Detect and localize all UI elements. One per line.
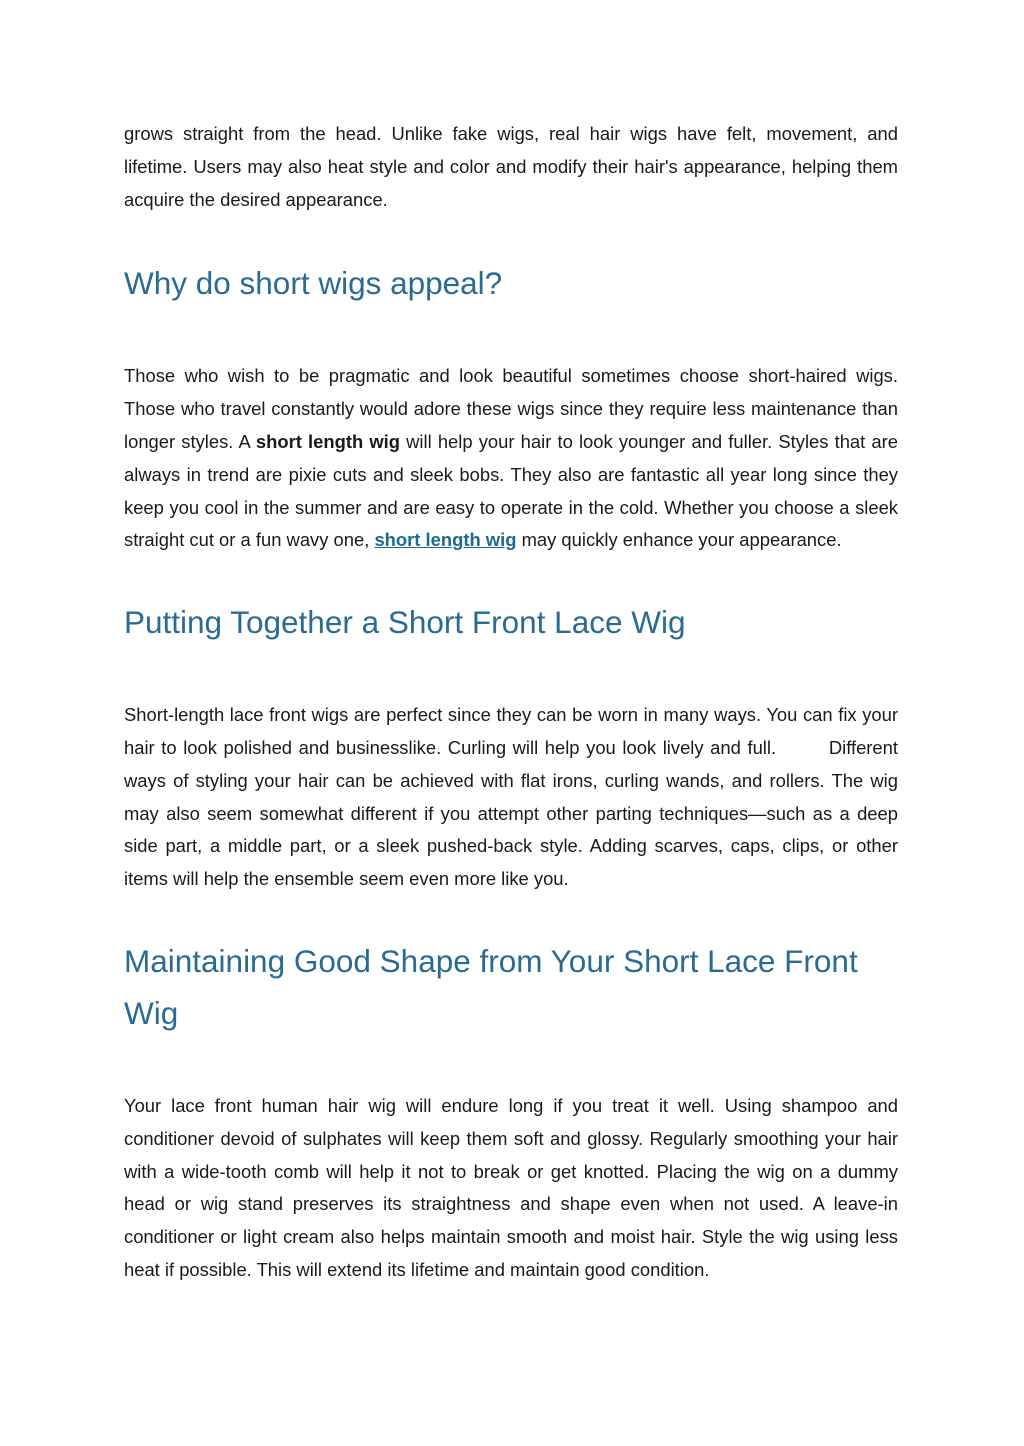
- appeal-text-3: may quickly enhance your appearance.: [516, 529, 842, 551]
- appeal-paragraph: [124, 360, 919, 557]
- heading-why-short-wigs: Why do short wigs appeal?: [124, 265, 503, 302]
- spacer: [124, 557, 898, 596]
- intro-paragraph: grows straight from the head. Unlike fake wigs, real hair wigs have felt, movement, and lifetime. Users may also heat style and color and modify their hair's appearance, helping them acquire the desired appearance.: [124, 123, 898, 210]
- heading-putting-together: Putting Together a Short Front Lace Wig: [124, 604, 686, 641]
- styling-paragraph: Short-length lace front wigs are perfect since they can be worn in many ways. You can fix your hair to look polished and businesslike. Curling will help you look lively and full. Different ways of styling your hair can be achieved with flat irons, curling wands, and rollers. The wig may also seem somewhat different if you attempt other parting techniques—such as a deep side part, a middle part, or a sleek pushed-back style. Adding scarves, caps, clips, or other items will help the ensemble seem even more like you.: [124, 704, 904, 890]
- appeal-text-2: will help your hair to look younger and fuller. Styles that are always in trend are pixie cuts and sleek bobs. They also are fantastic all year long since they keep you cool in the summer and are easy to operate in the cold. Whether you choose a sleek straight cut or a fun wavy one,: [124, 430, 898, 551]
- heading-maintaining-shape: Maintaining Good Shape from Your Short Lace Front Wig: [124, 942, 858, 1031]
- spacer: [124, 648, 898, 699]
- spacer: [124, 896, 898, 935]
- document-page: [124, 118, 919, 1287]
- appeal-text-1: Those who wish to be pragmatic and look beautiful sometimes choose short-haired wigs. Those who travel constantly would adore these wigs since they require less maintenance than longer styles. A: [124, 365, 919, 452]
- short-length-wig-link[interactable]: short length wig: [374, 529, 517, 551]
- maintenance-paragraph: Your lace front human hair wig will endure long if you treat it well. Using shampoo and conditioner devoid of sulphates will keep them soft and glossy. Regularly smoothing your hair with a wide-tooth comb will help it not to break or get knotted. Placing the wig on a dummy head or wig stand preserves its straightness and shape even when not used. A leave-in conditioner or light cream also helps maintain smooth and moist hair. Style the wig using less heat if possible. This will extend its lifetime and maintain good condition.: [124, 1094, 898, 1280]
- spacer: [124, 1039, 898, 1090]
- short-length-wig-bold: short length wig: [255, 430, 400, 452]
- spacer: [124, 309, 898, 360]
- spacer: [124, 216, 898, 257]
